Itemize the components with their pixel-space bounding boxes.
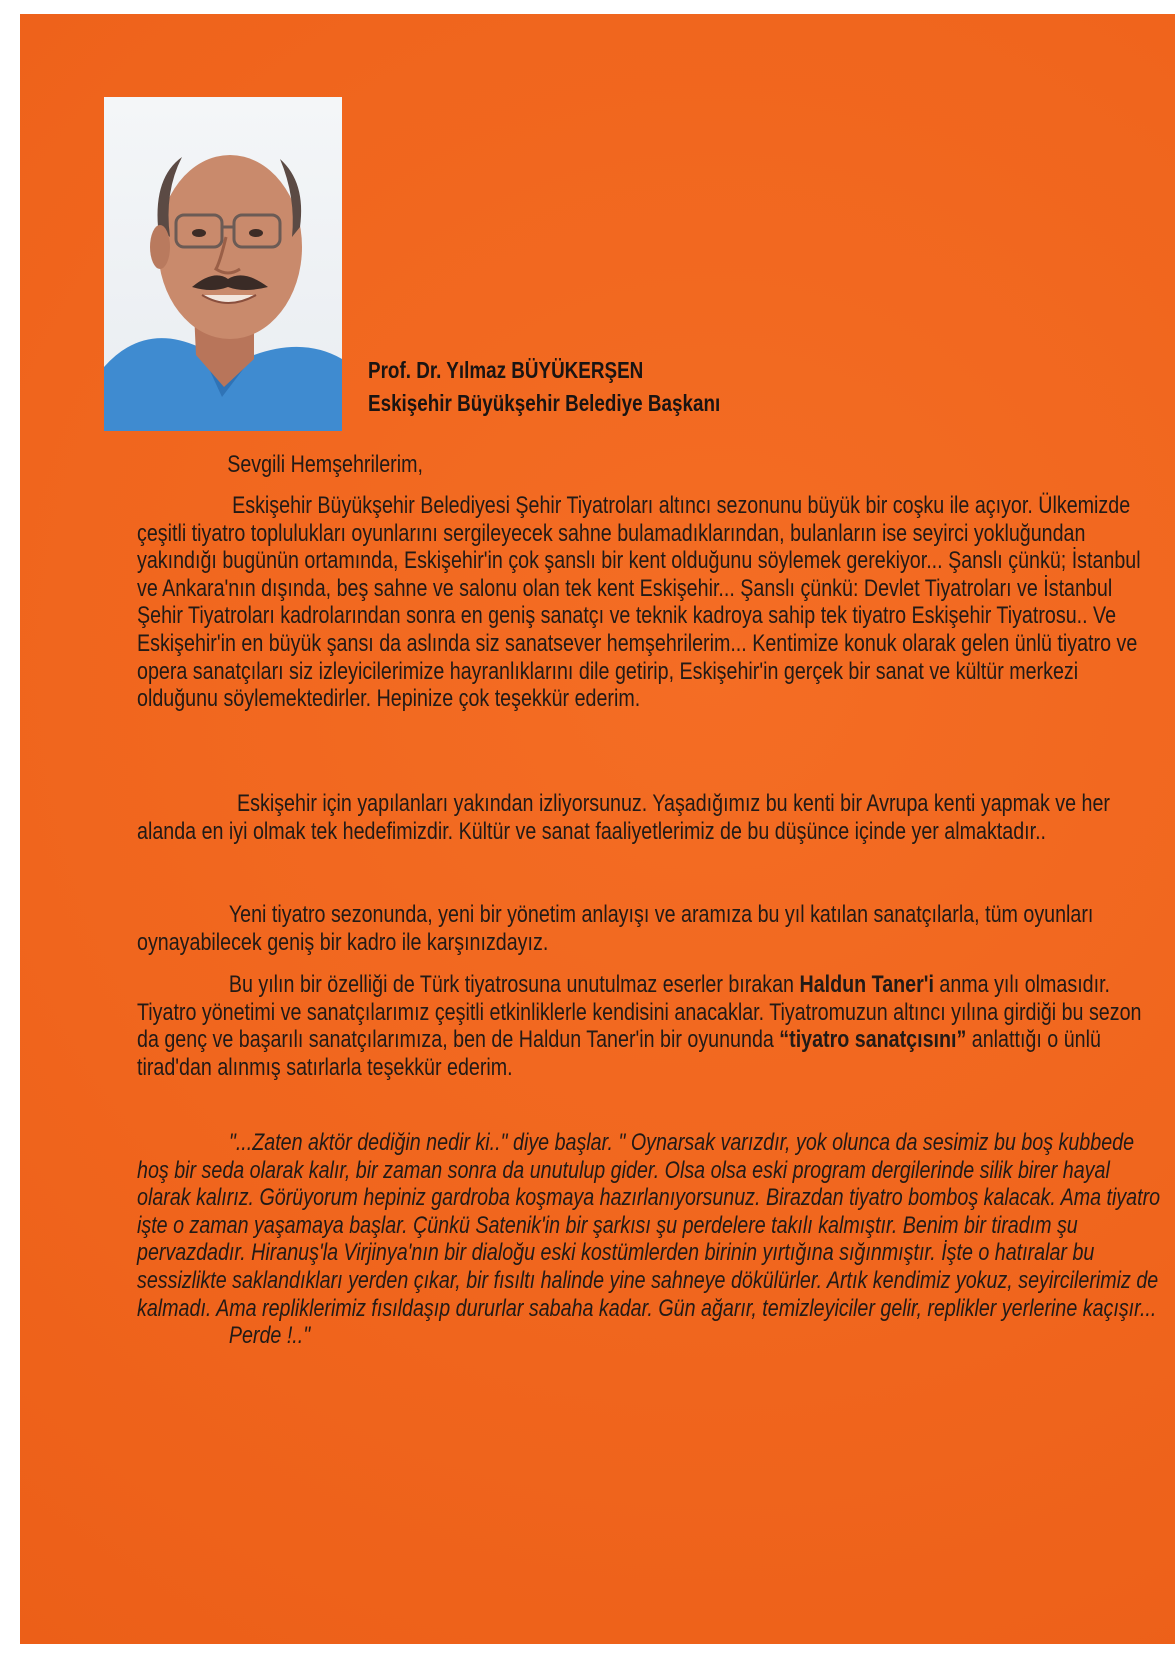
author-title: Eskişehir Büyükşehir Belediye Başkanı [368, 390, 721, 416]
paragraph-2 [137, 790, 1161, 845]
brochure-page [20, 14, 1175, 1644]
salutation [137, 451, 1161, 479]
haldun-taner-bold: Haldun Taner'i [799, 971, 934, 998]
paragraph-2-text: Eskişehir için yapılanları yakından izliyorsunuz. Yaşadığımız bu kenti bir Avrupa kenti yapmak ve her alanda en iyi olmak tek hedefimizdir. Kültür ve sanat faaliyetlerimiz de bu düşünce içinde yer almaktadır.. [137, 790, 1110, 845]
paragraph-1-text: Eskişehir Büyükşehir Belediyesi Şehir Tiyatroları altıncı sezonunu büyük bir coşku ile açıyor. Ülkemizde çeşitli tiyatro toplulukları oyunlarını sergileyecek sahne bulamadıklarından, bulanların ise seyirci yokluğundan yakındığı bugünün ortamında, Eskişehir'in çok şanslı bir kent olduğunu söylemek gerekiyor... Şanslı çünkü; İstanbul ve Ankara'nın dışında, beş sahne ve salonu olan tek kent Eskişehir... Şanslı çünkü: Devlet Tiyatroları ve İstanbul Şehir Tiyatroları kadrolarından sonra en geniş sanatçı ve teknik kadroya sahip tek tiyatro Eskişehir Tiyatrosu.. Ve Eskişehir'in en büyük şansı da aslında siz sanatsever hemşehrilerim... Kentimize konuk olarak gelen ünlü tiyatro ve opera sanatçıları siz izleyicilerimize hayranlıklarını dile getirip, Eskişehir'in gerçek bir sanat ve kültür merkezi olduğunu söylemektedirler. Hepinize çok teşekkür ederim. [137, 492, 1141, 713]
salutation-text: Sevgili Hemşehrilerim, [227, 451, 423, 478]
paragraph-4-text-a: Bu yılın bir özelliği de Türk tiyatrosuna unutulmaz eserler bırakan [228, 971, 800, 998]
paragraph-4-text-c: anlattığı o ünlü tirad'dan alınmış satırlarla teşekkür ederim. [137, 1026, 1101, 1081]
paragraph-4-text-b: anma yılı olmasıdır. Tiyatro yönetimi ve sanatçılarımız çeşitli etkinliklerle kendisini anacaklar. Tiyatromuzun altıncı yılına girdiği bu sezon da genç ve başarılı sanatçılarımıza, ben de Haldun Taner'in bir oyununda [137, 971, 1142, 1054]
tirade-quote-text: "...Zaten aktör dediğin nedir ki.." diye başlar. " Oynarsak varızdır, yok olunca da sesimiz bu boş kubbede hoş bir seda olarak kalır, bir zaman sonra da unutulup gider. Olsa olsa eski program dergilerinde silik birer hayal olarak kalırız. Görüyorum hepiniz gardroba koşmaya hazırlanıyorsunuz. Birazdan tiyatro bomboş kalacak. Ama tiyatro işte o zaman yaşamaya başlar. Çünkü Satenik'in bir şarkısı şu perdelere takılı kalmıştır. Benim bir tiradım şu pervazdadır. Hiranuş'la Virjinya'nın bir dialoğu eski kostümlerden birinin yırtığına sığınmıştır. İşte o hatıralar bu sessizlikte saklandıkları yerden çıkar, bir fısıltı halinde yine sahneye dökülürler. Artık kendimiz yokuz, seyircilerimiz de kalmadı. Ama repliklerimiz fısıldaşıp dururlar sabaha kadar. Gün ağarır, temizleyiciler gelir, replikler yerlerine kaçışır... [137, 1129, 1161, 1322]
paragraph-3-text: Yeni tiyatro sezonunda, yeni bir yönetim anlayışı ve aramıza bu yıl katılan sanatçılarla, tüm oyunları oynayabilecek geniş bir kadro ile karşınızdayız. [137, 901, 1094, 956]
paragraph-4 [137, 971, 1161, 1081]
author-name: Prof. Dr. Yılmaz BÜYÜKERŞEN [368, 357, 644, 383]
author-block [368, 354, 720, 420]
paragraph-1 [137, 492, 1161, 713]
tirade-quote [137, 1129, 1161, 1350]
paragraph-3 [137, 901, 1161, 956]
portrait-illustration [104, 97, 342, 431]
closing-line: Perde !.." [228, 1322, 311, 1350]
tiyatro-sanatcisi-bold: “tiyatro sanatçısını” [779, 1026, 967, 1054]
portrait-photo [104, 97, 342, 431]
